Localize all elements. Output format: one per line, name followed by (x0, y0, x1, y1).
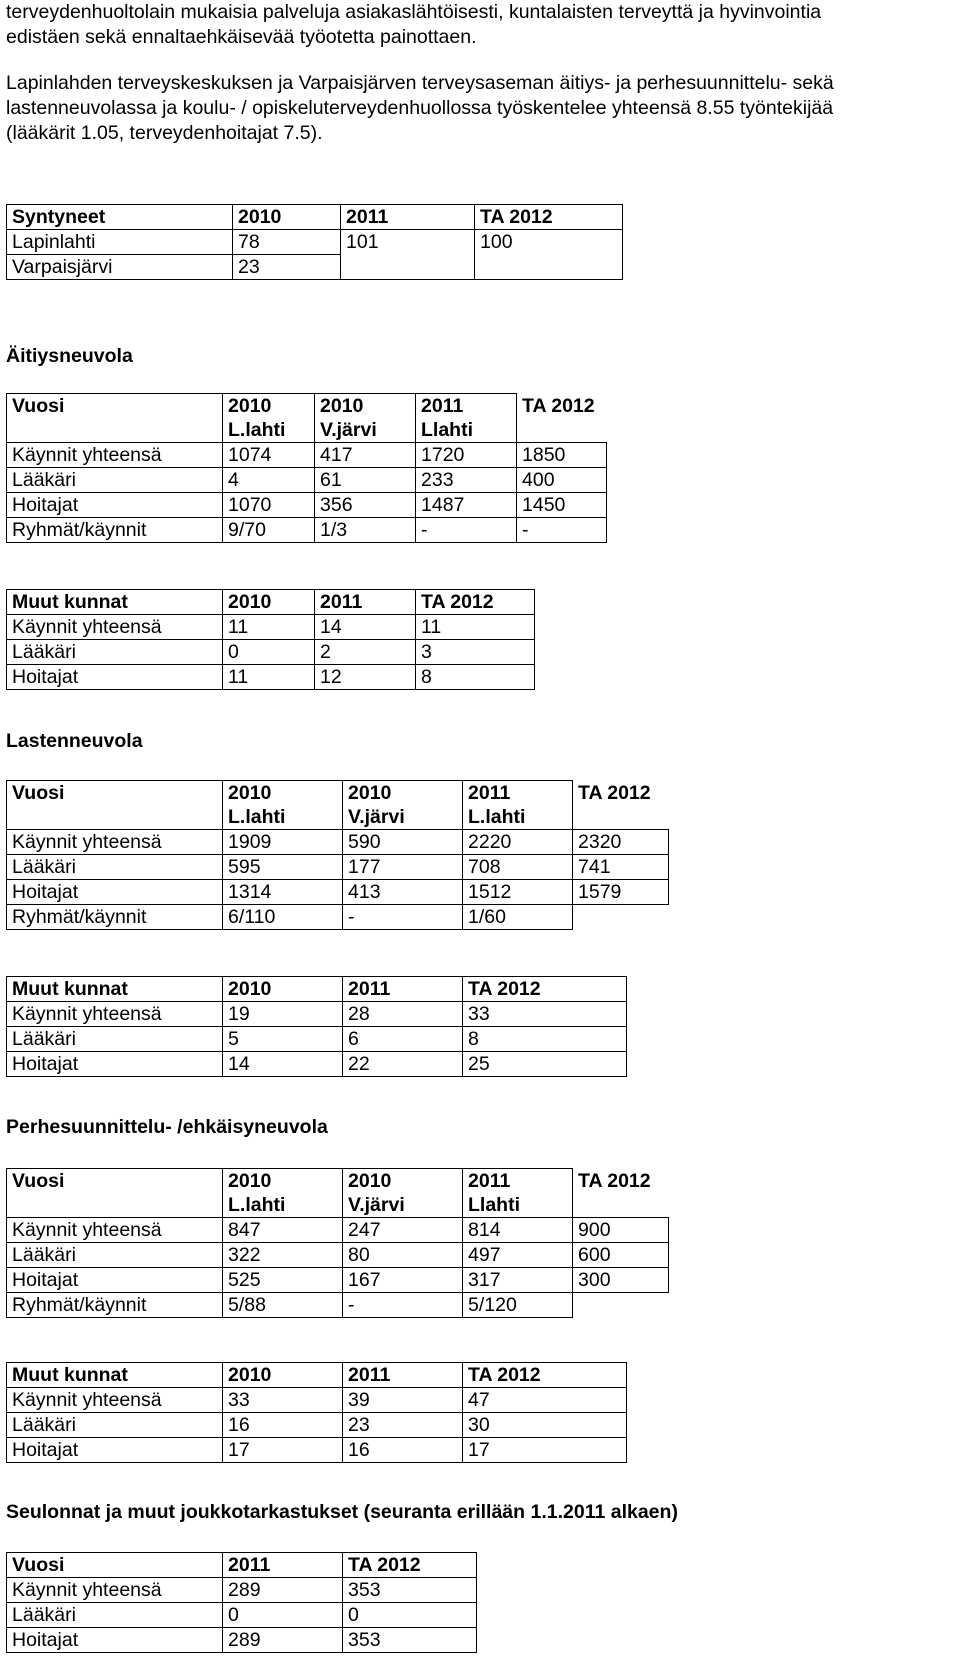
intro-line: terveydenhuoltolain mukaisia palveluja asiakaslähtöisesti, kuntalaisten terveyttä ja hyvinvointia (6, 1, 822, 23)
table-cell: Lääkäri (7, 468, 223, 493)
table-cell: Lääkäri (7, 1243, 223, 1268)
table-cell: 741 (573, 855, 669, 880)
table-cell: Ryhmät/käynnit (7, 1293, 223, 1318)
header-cell: TA 2012 (578, 781, 651, 804)
header-cell: TA 2012 (578, 1169, 651, 1192)
table-cell: 1579 (573, 880, 669, 905)
table-row (7, 1413, 627, 1438)
table-cell: Varpaisjärvi (7, 255, 233, 280)
table-cell: 1720 (416, 443, 517, 468)
intro-line: Lapinlahden terveyskeskuksen ja Varpaisjärven terveysaseman äitiys- ja perhesuunnittelu- sekä (6, 72, 834, 94)
table-cell: 595 (223, 855, 343, 880)
table-cell: 1850 (517, 443, 607, 468)
seulonnat-table (6, 1552, 477, 1653)
table-cell: Hoitajat (7, 1052, 223, 1077)
table-cell: 1450 (517, 493, 607, 518)
table-cell: 900 (573, 1218, 669, 1243)
table-cell: 30 (463, 1413, 627, 1438)
table-cell: 6/110 (223, 905, 343, 930)
table-cell: Hoitajat (7, 665, 223, 690)
table-cell: - (517, 518, 607, 543)
table-cell: 33 (223, 1388, 343, 1413)
table-cell: 177 (343, 855, 463, 880)
header-cell: Vuosi (7, 1169, 223, 1218)
header-cell: 2011 (315, 590, 416, 615)
table-cell: 17 (463, 1438, 627, 1463)
intro-paragraph-2 (6, 71, 956, 146)
table-cell: 0 (343, 1603, 477, 1628)
table-cell: 8 (463, 1027, 627, 1052)
aitiys-table (6, 393, 607, 543)
table-cell: 417 (315, 443, 416, 468)
table-cell (573, 905, 669, 930)
table-cell: 80 (343, 1243, 463, 1268)
table-cell: 14 (315, 615, 416, 640)
header-cell: 2010 V.järvi (315, 394, 416, 443)
table-header-row (7, 205, 623, 230)
intro-line: (lääkärit 1.05, terveydenhoitajat 7.5). (6, 122, 323, 144)
table-cell: 300 (573, 1268, 669, 1293)
header-cell: Vuosi (7, 1553, 223, 1578)
table-row (7, 443, 607, 468)
table-header-row (7, 394, 607, 443)
section-title-perhe: Perhesuunnittelu- /ehkäisyneuvola (6, 1116, 328, 1138)
table-cell: 847 (223, 1218, 343, 1243)
table-cell: 14 (223, 1052, 343, 1077)
header-cell: 2010 V.järvi (343, 781, 463, 830)
table-header-row (7, 1169, 669, 1218)
table-cell: 1/3 (315, 518, 416, 543)
header-cell: Muut kunnat (7, 1363, 223, 1388)
table-row (7, 1628, 477, 1653)
table-cell: Käynnit yhteensä (7, 1578, 223, 1603)
table-row (7, 1027, 627, 1052)
table-cell: 1909 (223, 830, 343, 855)
aitiys-muut-kunnat-table (6, 589, 535, 690)
table-row (7, 518, 607, 543)
table-cell: - (416, 518, 517, 543)
table-cell: 322 (223, 1243, 343, 1268)
table-cell: - (343, 1293, 463, 1318)
table-cell: Ryhmät/käynnit (7, 518, 223, 543)
table-cell: 17 (223, 1438, 343, 1463)
table-cell: 1074 (223, 443, 315, 468)
table-cell: 1512 (463, 880, 573, 905)
table-cell: 497 (463, 1243, 573, 1268)
table-cell: Lääkäri (7, 1413, 223, 1438)
table-cell: 33 (463, 1002, 627, 1027)
table-cell: 23 (233, 255, 341, 280)
table-cell: 2320 (573, 830, 669, 855)
table-cell: 22 (343, 1052, 463, 1077)
table-row (7, 1293, 669, 1318)
table-row (7, 1002, 627, 1027)
header-cell: 2011 Llahti (416, 394, 517, 443)
header-cell: TA 2012 (522, 394, 595, 417)
table-cell: 4 (223, 468, 315, 493)
table-cell: Käynnit yhteensä (7, 1002, 223, 1027)
table-cell: 708 (463, 855, 573, 880)
table-cell: 353 (343, 1628, 477, 1653)
table-cell: 16 (223, 1413, 343, 1438)
header-cell: 2010 L.lahti (223, 1169, 343, 1218)
table-cell: 101 (341, 230, 475, 280)
table-row (7, 830, 669, 855)
table-cell: 1070 (223, 493, 315, 518)
table-header-row (7, 590, 535, 615)
table-header-row (7, 1363, 627, 1388)
table-cell: 3 (416, 640, 535, 665)
header-cell: 2010 (223, 590, 315, 615)
table-row (7, 665, 535, 690)
table-cell: 11 (223, 665, 315, 690)
table-cell: 39 (343, 1388, 463, 1413)
table-cell: Lapinlahti (7, 230, 233, 255)
perhe-muut-kunnat-table (6, 1362, 627, 1463)
header-cell: 2010 (233, 205, 341, 230)
section-title-lasten: Lastenneuvola (6, 730, 143, 752)
table-row (7, 855, 669, 880)
header-cell: 2010 V.järvi (343, 1169, 463, 1218)
table-cell: Lääkäri (7, 1603, 223, 1628)
table-cell: 1487 (416, 493, 517, 518)
table-cell: 2 (315, 640, 416, 665)
table-header-row (7, 781, 669, 830)
table-cell: 12 (315, 665, 416, 690)
perhe-table (6, 1168, 669, 1318)
table-cell: 16 (343, 1438, 463, 1463)
table-header-row (7, 1553, 477, 1578)
header-cell: 2011 (343, 977, 463, 1002)
header-cell: TA 2012 (475, 205, 623, 230)
header-cell: 2010 L.lahti (223, 394, 315, 443)
table-cell: Käynnit yhteensä (7, 615, 223, 640)
table-cell: 413 (343, 880, 463, 905)
table-cell: 2220 (463, 830, 573, 855)
table-cell: Ryhmät/käynnit (7, 905, 223, 930)
table-cell: 247 (343, 1218, 463, 1243)
table-cell: Hoitajat (7, 1628, 223, 1653)
lasten-muut-kunnat-table (6, 976, 627, 1077)
table-cell: Käynnit yhteensä (7, 830, 223, 855)
lasten-table (6, 780, 669, 930)
table-cell: 0 (223, 640, 315, 665)
header-cell: TA 2012 (416, 590, 535, 615)
header-cell: 2010 (223, 977, 343, 1002)
table-row (7, 1218, 669, 1243)
table-cell: Lääkäri (7, 1027, 223, 1052)
table-row (7, 1603, 477, 1628)
table-cell: Hoitajat (7, 1438, 223, 1463)
header-cell: 2010 (223, 1363, 343, 1388)
header-cell: Syntyneet (7, 205, 233, 230)
table-cell: 23 (343, 1413, 463, 1438)
table-row (7, 1268, 669, 1293)
table-cell: 167 (343, 1268, 463, 1293)
table-cell: Hoitajat (7, 493, 223, 518)
table-cell: 233 (416, 468, 517, 493)
table-cell: 5 (223, 1027, 343, 1052)
table-cell: 814 (463, 1218, 573, 1243)
header-cell: TA 2012 (463, 1363, 627, 1388)
table-row (7, 880, 669, 905)
table-cell: 289 (223, 1628, 343, 1653)
header-cell: Vuosi (7, 781, 223, 830)
header-cell: Vuosi (7, 394, 223, 443)
table-row (7, 1243, 669, 1268)
section-title-seulonnat: Seulonnat ja muut joukkotarkastukset (seuranta erillään 1.1.2011 alkaen) (6, 1501, 678, 1523)
table-row (7, 905, 669, 930)
table-row (7, 493, 607, 518)
table-cell: 47 (463, 1388, 627, 1413)
header-cell: Muut kunnat (7, 590, 223, 615)
table-cell: 19 (223, 1002, 343, 1027)
table-cell: 28 (343, 1002, 463, 1027)
table-cell: 11 (223, 615, 315, 640)
table-cell: Lääkäri (7, 640, 223, 665)
table-cell: 600 (573, 1243, 669, 1268)
header-cell: 2010 L.lahti (223, 781, 343, 830)
table-cell (573, 1293, 669, 1318)
table-cell: 6 (343, 1027, 463, 1052)
table-row (7, 230, 623, 255)
table-cell: Lääkäri (7, 855, 223, 880)
table-cell: 78 (233, 230, 341, 255)
table-cell: - (343, 905, 463, 930)
table-cell: 353 (343, 1578, 477, 1603)
table-cell: Hoitajat (7, 880, 223, 905)
table-cell: 61 (315, 468, 416, 493)
table-row (7, 615, 535, 640)
header-cell: TA 2012 (463, 977, 627, 1002)
table-cell: 11 (416, 615, 535, 640)
table-cell: 356 (315, 493, 416, 518)
table-cell: 25 (463, 1052, 627, 1077)
intro-paragraph-1 (6, 0, 956, 50)
section-title-aitiys: Äitiysneuvola (6, 345, 133, 367)
table-cell: 9/70 (223, 518, 315, 543)
intro-line: edistäen sekä ennaltaehkäisevää työotetta painottaen. (6, 26, 477, 48)
table-row (7, 468, 607, 493)
table-cell: 1314 (223, 880, 343, 905)
table-header-row (7, 977, 627, 1002)
table-cell: 0 (223, 1603, 343, 1628)
table-row (7, 1052, 627, 1077)
table-cell: 1/60 (463, 905, 573, 930)
table-row (7, 1388, 627, 1413)
table-row (7, 1578, 477, 1603)
table-cell: 5/88 (223, 1293, 343, 1318)
table-cell: Käynnit yhteensä (7, 1388, 223, 1413)
table-row (7, 1438, 627, 1463)
table-cell: 400 (517, 468, 607, 493)
table-cell: Käynnit yhteensä (7, 443, 223, 468)
header-cell: TA 2012 (343, 1553, 477, 1578)
intro-line: lastenneuvolassa ja koulu- / opiskeluterveydenhuollossa työskentelee yhteensä 8.55 työntekijää (6, 97, 834, 119)
header-cell: 2011 (223, 1553, 343, 1578)
header-cell: 2011 (343, 1363, 463, 1388)
table-cell: 5/120 (463, 1293, 573, 1318)
header-cell: Muut kunnat (7, 977, 223, 1002)
table-cell: 8 (416, 665, 535, 690)
table-cell: Hoitajat (7, 1268, 223, 1293)
table-row (7, 640, 535, 665)
header-cell: 2011 Llahti (463, 1169, 573, 1218)
syntyneet-table (6, 204, 623, 280)
table-cell: 289 (223, 1578, 343, 1603)
header-cell: 2011 (341, 205, 475, 230)
table-cell: 590 (343, 830, 463, 855)
table-cell: 100 (475, 230, 623, 280)
table-cell: 317 (463, 1268, 573, 1293)
table-cell: 525 (223, 1268, 343, 1293)
header-cell: 2011 L.lahti (463, 781, 573, 830)
table-cell: Käynnit yhteensä (7, 1218, 223, 1243)
